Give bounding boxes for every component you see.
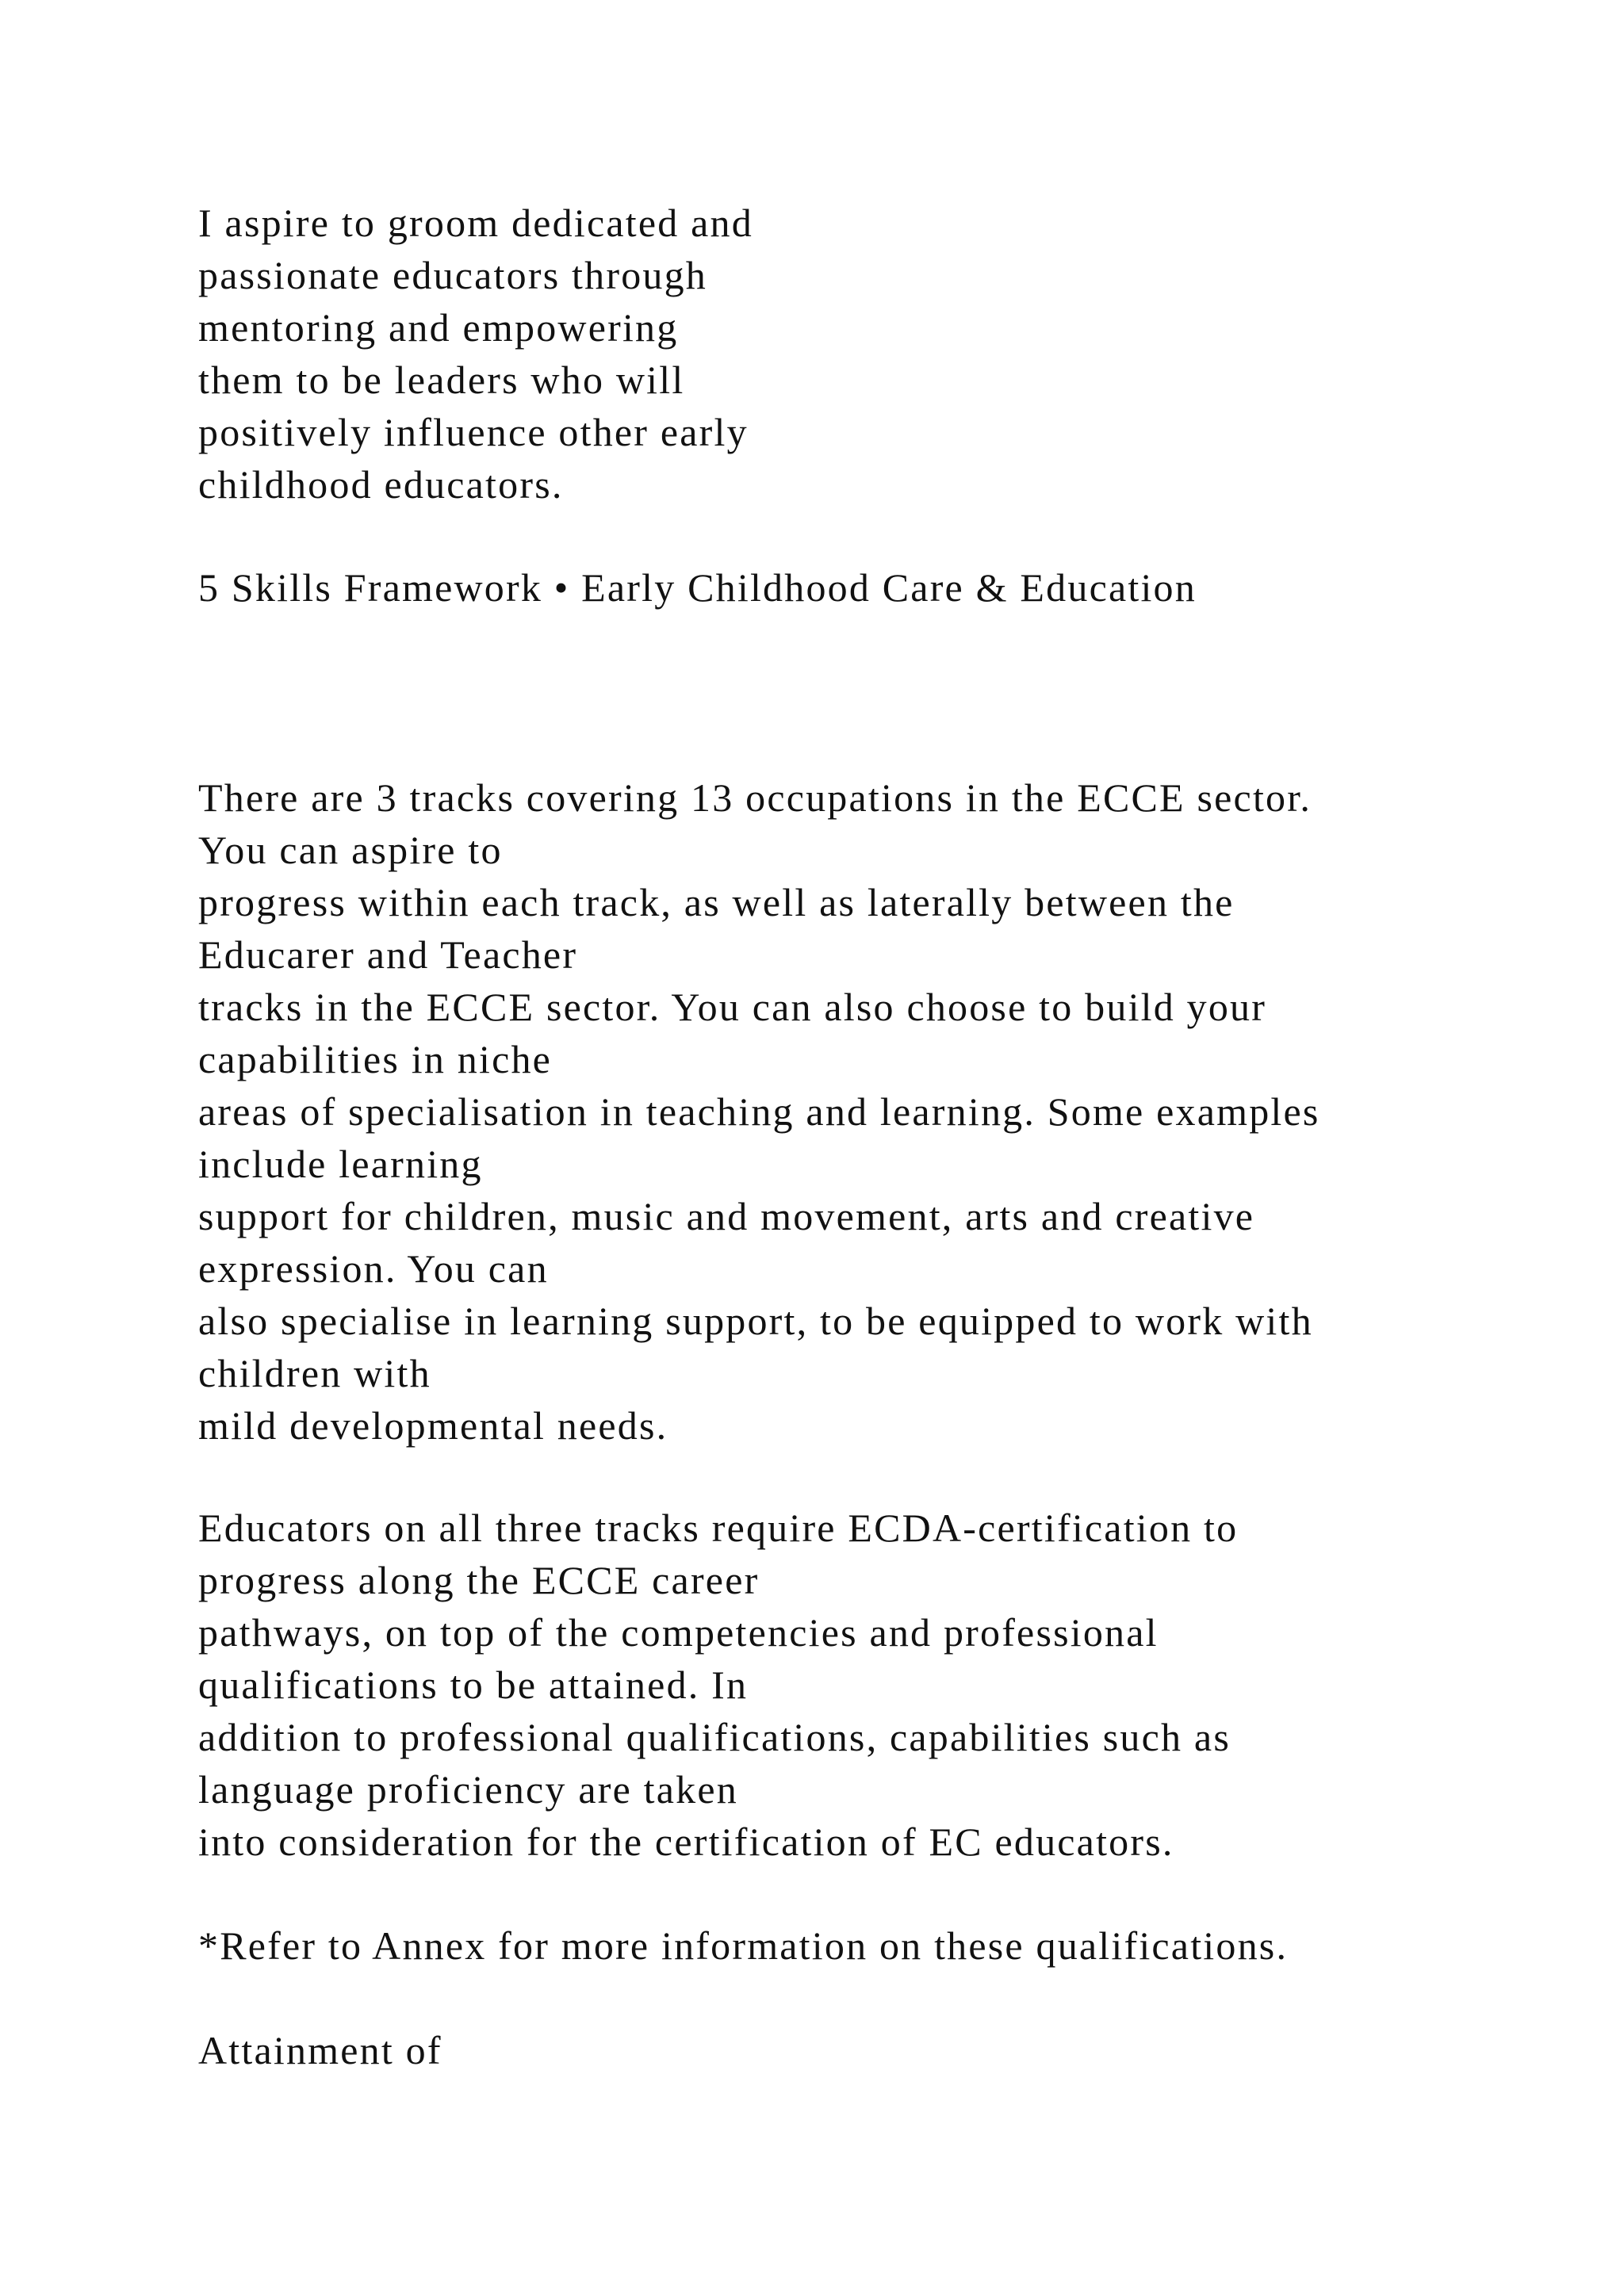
text-line: support for children, music and movement, arts and creative (198, 1194, 1255, 1238)
text-line: mild developmental needs. (198, 1403, 668, 1448)
aspiration-paragraph (198, 197, 753, 511)
text-line: positively influence other early (198, 410, 749, 454)
attainment-fragment (198, 2024, 442, 2076)
text-line: *Refer to Annex for more information on these qualifications. (198, 1923, 1289, 1968)
text-line: include learning (198, 1142, 483, 1186)
text-line: also specialise in learning support, to be equipped to work with (198, 1299, 1313, 1343)
text-line: Attainment of (198, 2028, 442, 2072)
text-line: mentoring and empowering (198, 305, 679, 350)
text-line: them to be leaders who will (198, 358, 685, 402)
text-line: language proficiency are taken (198, 1767, 738, 1812)
tracks-paragraph (198, 771, 1320, 1452)
text-line: progress within each track, as well as laterally between the (198, 880, 1235, 924)
text-line: passionate educators through (198, 253, 707, 297)
annex-note (198, 1919, 1288, 1972)
text-line: 5 Skills Framework • Early Childhood Care & Education (198, 565, 1197, 610)
text-line: I aspire to groom dedicated and (198, 201, 753, 245)
text-line: capabilities in niche (198, 1037, 553, 1081)
text-line: Educarer and Teacher (198, 932, 578, 977)
text-line: addition to professional qualifications, capabilities such as (198, 1715, 1231, 1759)
certification-paragraph (198, 1502, 1238, 1868)
text-line: tracks in the ECCE sector. You can also choose to build your (198, 985, 1267, 1029)
text-line: progress along the ECCE career (198, 1558, 760, 1602)
text-line: into consideration for the certification of EC educators. (198, 1820, 1174, 1864)
text-line: children with (198, 1351, 431, 1395)
text-line: There are 3 tracks covering 13 occupations in the ECCE sector. (198, 775, 1312, 820)
text-line: expression. You can (198, 1246, 549, 1291)
text-line: pathways, on top of the competencies and professional (198, 1610, 1159, 1655)
framework-heading (198, 561, 1197, 614)
text-line: areas of specialisation in teaching and learning. Some examples (198, 1089, 1320, 1134)
text-line: You can aspire to (198, 828, 503, 872)
text-line: qualifications to be attained. In (198, 1663, 749, 1707)
text-line: Educators on all three tracks require ECDA-certification to (198, 1506, 1239, 1550)
text-line: childhood educators. (198, 462, 564, 507)
